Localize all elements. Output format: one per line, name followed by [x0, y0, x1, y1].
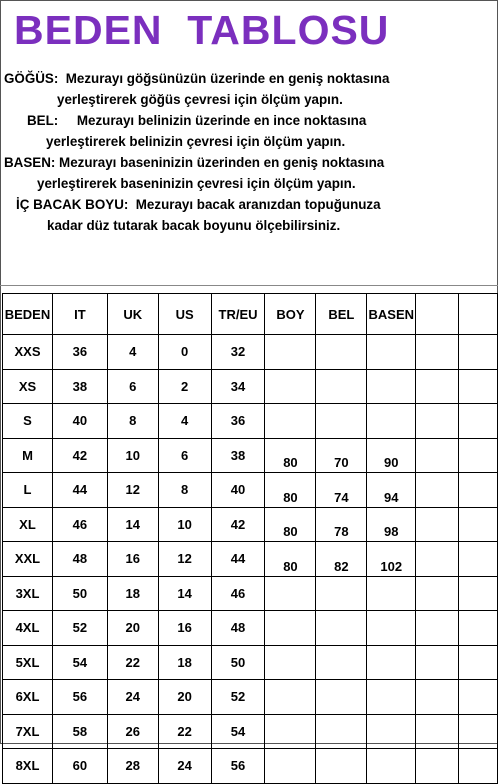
table-row: [3, 404, 498, 439]
cell-empty: [459, 714, 498, 749]
cell-empty: [459, 542, 498, 577]
cell-height: [265, 404, 316, 439]
cell-us: 12: [158, 542, 211, 577]
cell-waist: [316, 404, 367, 439]
cell-tr-eu: 38: [211, 438, 265, 473]
cell-empty: [459, 369, 498, 404]
cell-size: 5XL: [3, 645, 53, 680]
cell-hip: [367, 611, 416, 646]
cell-tr-eu: 44: [211, 542, 265, 577]
table-row: [3, 611, 498, 646]
cell-us: 8: [158, 473, 211, 508]
cell-uk: 6: [107, 369, 158, 404]
table-row: [3, 645, 498, 680]
header-waist: BEL: [316, 294, 367, 335]
cell-empty: [459, 611, 498, 646]
table-row: [3, 749, 498, 784]
cell-empty: [416, 335, 459, 370]
cell-waist: [316, 335, 367, 370]
cell-it: 44: [52, 473, 107, 508]
cell-empty: [416, 714, 459, 749]
header-size: BEDEN: [3, 294, 53, 335]
cell-empty: [459, 576, 498, 611]
cell-tr-eu: 46: [211, 576, 265, 611]
header-empty: [459, 294, 498, 335]
cell-empty: [416, 369, 459, 404]
header-empty: [416, 294, 459, 335]
cell-waist: [316, 369, 367, 404]
cell-height: 80: [265, 438, 316, 473]
cell-it: 52: [52, 611, 107, 646]
cell-empty: [416, 507, 459, 542]
cell-hip: 98: [367, 507, 416, 542]
cell-tr-eu: 36: [211, 404, 265, 439]
cell-hip: [367, 749, 416, 784]
cell-size: S: [3, 404, 53, 439]
cell-height: [265, 680, 316, 715]
cell-empty: [459, 335, 498, 370]
cell-size: XL: [3, 507, 53, 542]
cell-tr-eu: 54: [211, 714, 265, 749]
table-header-row: [3, 294, 498, 335]
cell-it: 40: [52, 404, 107, 439]
cell-waist: [316, 576, 367, 611]
cell-waist: 78: [316, 507, 367, 542]
cell-waist: [316, 645, 367, 680]
cell-uk: 24: [107, 680, 158, 715]
cell-empty: [459, 749, 498, 784]
cell-tr-eu: 52: [211, 680, 265, 715]
header-tr-eu: TR/EU: [211, 294, 265, 335]
cell-empty: [459, 507, 498, 542]
cell-height: [265, 645, 316, 680]
cell-size: M: [3, 438, 53, 473]
cell-uk: 20: [107, 611, 158, 646]
cell-waist: [316, 749, 367, 784]
header-uk: UK: [107, 294, 158, 335]
instruction-line-hip: BASEN: Mezurayı baseninizin üzerinden en geniş noktasına: [4, 155, 385, 170]
cell-size: 4XL: [3, 611, 53, 646]
table-row: [3, 369, 498, 404]
instruction-line: kadar düz tutarak bacak boyunu ölçebilirsiniz.: [47, 218, 341, 233]
cell-tr-eu: 34: [211, 369, 265, 404]
instruction-line-inseam: İÇ BACAK BOYU: Mezurayı bacak aranızdan topuğunuza: [16, 197, 381, 212]
cell-hip: [367, 680, 416, 715]
cell-hip: 102: [367, 542, 416, 577]
cell-uk: 8: [107, 404, 158, 439]
instruction-line-waist: BEL: Mezurayı belinizin üzerinde en ince noktasına: [27, 113, 367, 128]
cell-height: [265, 576, 316, 611]
cell-height: [265, 369, 316, 404]
cell-it: 50: [52, 576, 107, 611]
cell-size: XXL: [3, 542, 53, 577]
cell-it: 46: [52, 507, 107, 542]
cell-waist: 74: [316, 473, 367, 508]
cell-height: 80: [265, 473, 316, 508]
cell-height: [265, 749, 316, 784]
table-row: [3, 335, 498, 370]
cell-uk: 10: [107, 438, 158, 473]
cell-empty: [416, 749, 459, 784]
cell-empty: [416, 611, 459, 646]
cell-waist: [316, 680, 367, 715]
cell-hip: 90: [367, 438, 416, 473]
cell-tr-eu: 42: [211, 507, 265, 542]
cell-height: [265, 335, 316, 370]
table-row: [3, 473, 498, 508]
cell-empty: [416, 438, 459, 473]
cell-empty: [416, 576, 459, 611]
cell-tr-eu: 40: [211, 473, 265, 508]
header-height: BOY: [265, 294, 316, 335]
cell-empty: [459, 645, 498, 680]
header-it: IT: [52, 294, 107, 335]
cell-hip: [367, 576, 416, 611]
cell-us: 2: [158, 369, 211, 404]
cell-tr-eu: 50: [211, 645, 265, 680]
table-row: [3, 507, 498, 542]
cell-size: 8XL: [3, 749, 53, 784]
cell-height: [265, 611, 316, 646]
page-title: BEDEN TABLOSU: [14, 7, 390, 53]
cell-it: 58: [52, 714, 107, 749]
cell-size: 3XL: [3, 576, 53, 611]
cell-uk: 18: [107, 576, 158, 611]
cell-uk: 26: [107, 714, 158, 749]
cell-hip: [367, 404, 416, 439]
cell-us: 16: [158, 611, 211, 646]
table-row: [3, 542, 498, 577]
cell-hip: [367, 645, 416, 680]
cell-hip: [367, 369, 416, 404]
cell-uk: 4: [107, 335, 158, 370]
cell-uk: 28: [107, 749, 158, 784]
cell-size: L: [3, 473, 53, 508]
cell-height: 80: [265, 542, 316, 577]
header-hip: BASEN: [367, 294, 416, 335]
cell-it: 48: [52, 542, 107, 577]
measurement-instructions: [0, 0, 498, 233]
cell-it: 54: [52, 645, 107, 680]
table-row: [3, 680, 498, 715]
cell-empty: [459, 473, 498, 508]
table-row: [3, 438, 498, 473]
table-row: [3, 714, 498, 749]
instruction-line: yerleştirerek baseninizin çevresi için ölçüm yapın.: [37, 176, 356, 191]
cell-empty: [459, 680, 498, 715]
cell-uk: 16: [107, 542, 158, 577]
cell-waist: [316, 611, 367, 646]
cell-tr-eu: 32: [211, 335, 265, 370]
cell-empty: [416, 542, 459, 577]
size-table: [2, 293, 498, 784]
cell-waist: [316, 714, 367, 749]
instruction-line: yerleştirerek belinizin çevresi için ölçüm yapın.: [46, 134, 346, 149]
cell-it: 56: [52, 680, 107, 715]
cell-size: XXS: [3, 335, 53, 370]
cell-tr-eu: 56: [211, 749, 265, 784]
cell-size: 7XL: [3, 714, 53, 749]
cell-empty: [459, 404, 498, 439]
cell-hip: 94: [367, 473, 416, 508]
cell-size: XS: [3, 369, 53, 404]
section-divider: [0, 285, 498, 286]
instruction-line: yerleştirerek göğüs çevresi için ölçüm yapın.: [57, 92, 343, 107]
cell-uk: 12: [107, 473, 158, 508]
cell-waist: 70: [316, 438, 367, 473]
cell-hip: [367, 714, 416, 749]
cell-us: 10: [158, 507, 211, 542]
cell-us: 0: [158, 335, 211, 370]
cell-us: 6: [158, 438, 211, 473]
cell-empty: [416, 404, 459, 439]
cell-us: 22: [158, 714, 211, 749]
instruction-line-chest: GÖĞÜS: Mezurayı göğsünüzün üzerinde en geniş noktasına: [4, 71, 390, 86]
cell-it: 60: [52, 749, 107, 784]
table-row: [3, 576, 498, 611]
cell-hip: [367, 335, 416, 370]
cell-empty: [459, 438, 498, 473]
cell-us: 24: [158, 749, 211, 784]
cell-it: 42: [52, 438, 107, 473]
cell-it: 36: [52, 335, 107, 370]
cell-us: 18: [158, 645, 211, 680]
cell-height: [265, 714, 316, 749]
cell-tr-eu: 48: [211, 611, 265, 646]
cell-empty: [416, 680, 459, 715]
cell-us: 14: [158, 576, 211, 611]
cell-empty: [416, 645, 459, 680]
cell-empty: [416, 473, 459, 508]
cell-size: 6XL: [3, 680, 53, 715]
cell-uk: 14: [107, 507, 158, 542]
header-us: US: [158, 294, 211, 335]
cell-height: 80: [265, 507, 316, 542]
cell-us: 20: [158, 680, 211, 715]
cell-waist: 82: [316, 542, 367, 577]
cell-uk: 22: [107, 645, 158, 680]
cell-us: 4: [158, 404, 211, 439]
cell-it: 38: [52, 369, 107, 404]
